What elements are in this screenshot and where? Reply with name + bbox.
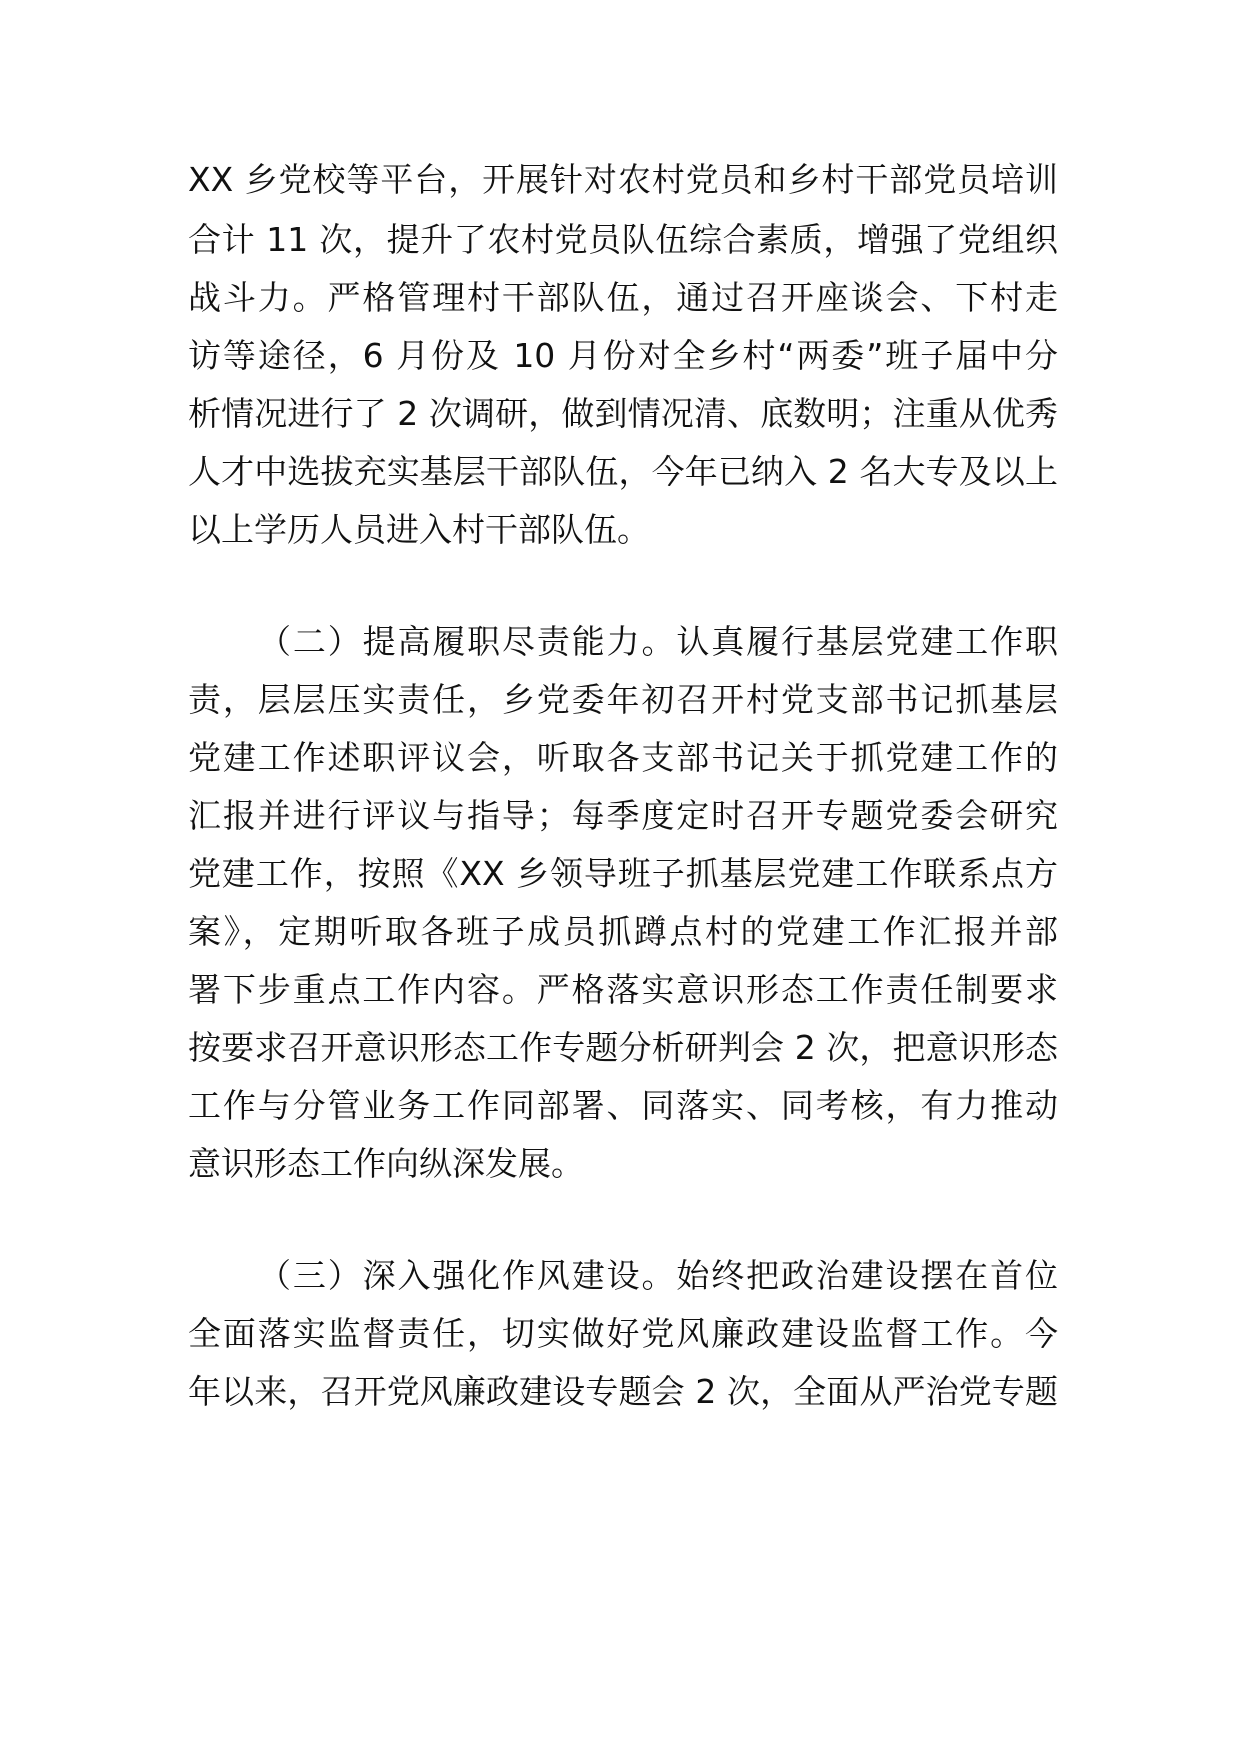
paragraph-2-line-7: 署下步重点工作内容。严格落实意识形态工作责任制要求 — [188, 970, 1058, 1009]
paragraph-2-line-3: 党建工作述职评议会，听取各支部书记关于抓党建工作的 — [188, 738, 1058, 777]
paragraph-1-line-5: 析情况进行了 2 次调研，做到情况清、底数明；注重从优秀 — [188, 394, 1058, 433]
paragraph-3-line-2: 全面落实监督责任，切实做好党风廉政建设监督工作。今 — [188, 1314, 1058, 1353]
paragraph-2-line-2: 责，层层压实责任，乡党委年初召开村党支部书记抓基层 — [188, 680, 1058, 719]
paragraph-2-line-1: （二）提高履职尽责能力。认真履行基层党建工作职 — [258, 622, 1058, 661]
paragraph-1-line-4: 访等途径，6 月份及 10 月份对全乡村“两委”班子届中分 — [188, 336, 1058, 375]
paragraph-3-line-3: 年以来，召开党风廉政建设专题会 2 次，全面从严治党专题 — [188, 1372, 1058, 1411]
paragraph-2-line-6: 案》，定期听取各班子成员抓蹲点村的党建工作汇报并部 — [188, 912, 1058, 951]
paragraph-2-line-9: 工作与分管业务工作同部署、同落实、同考核，有力推动 — [188, 1086, 1058, 1125]
paragraph-2-line-4: 汇报并进行评议与指导；每季度定时召开专题党委会研究 — [188, 796, 1058, 835]
paragraph-1-line-2: 合计 11 次，提升了农村党员队伍综合素质，增强了党组织 — [188, 220, 1058, 259]
paragraph-2-line-8: 按要求召开意识形态工作专题分析研判会 2 次，把意识形态 — [188, 1028, 1058, 1067]
paragraph-1-line-7: 以上学历人员进入村干部队伍。 — [188, 510, 650, 549]
paragraph-1-line-6: 人才中选拔充实基层干部队伍，今年已纳入 2 名大专及以上 — [188, 452, 1058, 491]
paragraph-3-line-1: （三）深入强化作风建设。始终把政治建设摆在首位 — [258, 1256, 1058, 1295]
paragraph-2-line-10: 意识形态工作向纵深发展。 — [188, 1144, 584, 1183]
paragraph-1-line-3: 战斗力。严格管理村干部队伍，通过召开座谈会、下村走 — [188, 278, 1058, 317]
paragraph-2-line-5: 党建工作，按照《XX 乡领导班子抓基层党建工作联系点方 — [188, 854, 1058, 893]
paragraph-1-line-1: XX 乡党校等平台，开展针对农村党员和乡村干部党员培训 — [188, 160, 1058, 199]
